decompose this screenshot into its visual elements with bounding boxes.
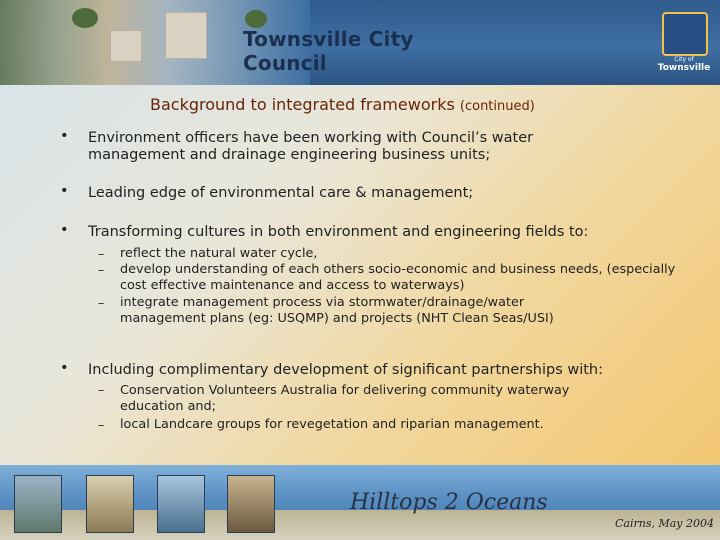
sub-bullet-marker: –	[98, 262, 105, 277]
sub-bullet-text: integrate management process via stormwater/drainage/water management plans (eg: USQMP) and projects (NHT Clean Seas/USI)	[120, 295, 554, 326]
bullet-text: Environment officers have been working with Council’s water management and drainage engineering business units;	[88, 130, 534, 163]
thumbnail-image	[227, 475, 275, 533]
header-banner	[0, 0, 720, 85]
shield-icon	[662, 12, 708, 56]
slide-title-suffix: (continued)	[459, 99, 535, 114]
sub-bullet-marker: –	[98, 417, 105, 432]
palm-tree-image	[72, 8, 98, 28]
bullet-text: Transforming cultures in both environment and engineering fields to:	[88, 224, 589, 240]
slide-title-text: Background to integrated frameworks	[150, 95, 455, 114]
building-image	[110, 30, 142, 62]
slogan: Hilltops 2 Oceans	[350, 490, 548, 515]
building-image	[165, 12, 207, 59]
sub-bullet-text: reflect the natural water cycle,	[120, 246, 318, 261]
thumbnail-image	[14, 475, 62, 533]
palm-tree-image	[245, 10, 267, 28]
slide-title	[150, 95, 535, 114]
bullet-text: Including complimentary development of significant partnerships with:	[88, 362, 604, 378]
place-date: Cairns, May 2004	[615, 517, 714, 530]
logo-name: Townsville	[657, 63, 711, 73]
org-title: Townsville City Council	[243, 27, 414, 75]
sub-bullet-text: develop understanding of each others socio-economic and business needs, (especially cost effective maintenance and access to waterways)	[120, 262, 676, 293]
bullet-marker: •	[60, 360, 69, 376]
sub-bullet-text: local Landcare groups for revegetation and riparian management.	[120, 417, 544, 432]
sub-bullet-marker: –	[98, 295, 105, 310]
logo-caption: City of	[674, 56, 694, 63]
bullet-marker: •	[60, 183, 69, 199]
sub-bullet-text: Conservation Volunteers Australia for delivering community waterway education and;	[120, 383, 570, 414]
thumbnail-image	[86, 475, 134, 533]
thumbnail-image	[157, 475, 205, 533]
bullet-marker: •	[60, 222, 69, 238]
bullet-marker: •	[60, 128, 69, 144]
sub-bullet-marker: –	[98, 382, 105, 397]
bullet-text: Leading edge of environmental care & management;	[88, 185, 474, 201]
council-logo	[655, 8, 713, 74]
sub-bullet-marker: –	[98, 246, 105, 261]
